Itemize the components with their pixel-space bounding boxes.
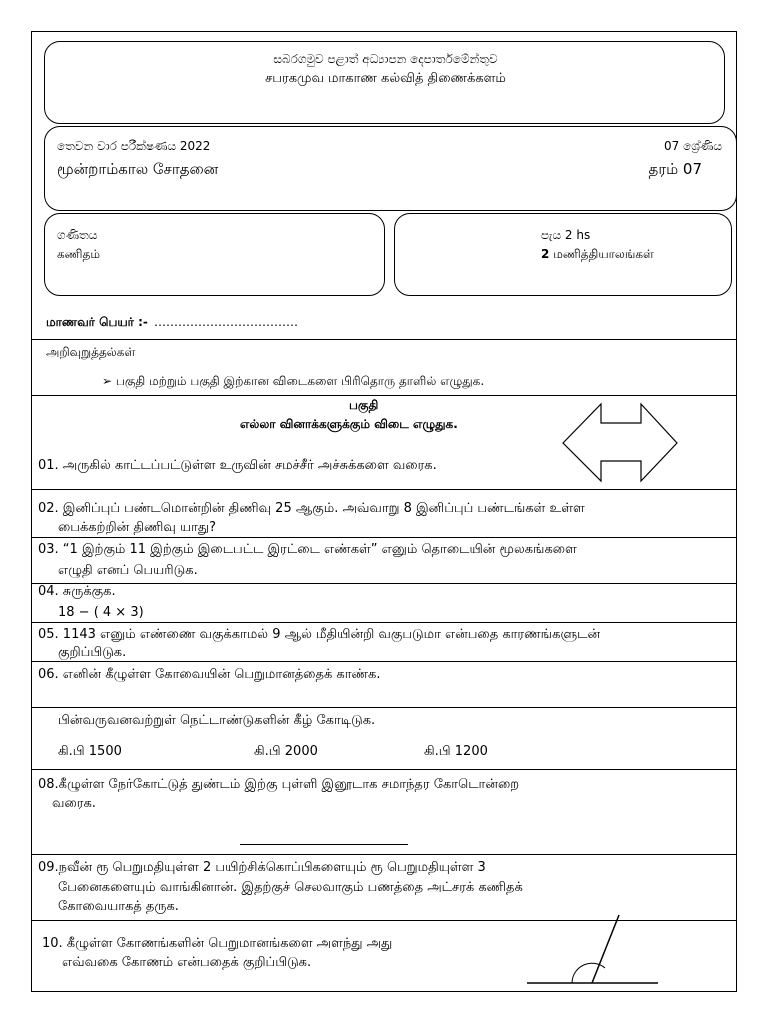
exam-title-sinhala: තෙවන වාර පරීක්ෂණය 2022 [57, 139, 211, 153]
question-08-line1: 08.கீழுள்ள நேர்கோட்டுத் துண்டம் இற்கு புள்ளி இனூடாக சமாந்தர கோடொன்றை [38, 777, 520, 792]
divider [32, 489, 736, 490]
exam-title-box [44, 126, 737, 211]
time-tamil [541, 247, 654, 263]
angle-figure [522, 910, 662, 988]
subject-box [44, 213, 385, 296]
divider [32, 537, 736, 538]
divider [32, 395, 736, 396]
question-10-line1: 10. கீழுள்ள கோணங்களின் பெறுமானங்களை அளந்து அது [42, 936, 393, 951]
exam-paper [31, 31, 737, 992]
year-option-1200: கி.பி 1200 [424, 744, 488, 759]
instruction-text: பகுதி மற்றும் பகுதி இற்கான விடைகளை பிரிதொரு தாளில் எழுதுக. [115, 374, 485, 388]
header-box [44, 41, 725, 124]
question-07-line1: பின்வருவனவற்றுள் நெட்டாண்டுகளின் கீழ் கோடிடுக. [58, 713, 376, 728]
time-hours: 2 [541, 247, 550, 261]
question-02-line2: பைக்கற்றின் திணிவு யாது? [58, 520, 217, 535]
student-name-dots: ……………………………… [154, 315, 298, 329]
divider [32, 769, 736, 770]
time-unit: மணித்தியாலங்கள் [553, 247, 654, 261]
question-02-line1: 02. இனிப்புப் பண்டமொன்றின் திணிவு 25 ஆகும். அவ்வாறு 8 இனிப்புப் பண்டங்கள் உள்ள [38, 501, 585, 516]
question-05-line1: 05. 1143 எனும் எண்ணை வகுக்காமல் 9 ஆல் மீதியின்றி வகுபடுமா என்பதை காரணங்களுடன் [38, 627, 601, 642]
time-sinhala: පැය 2 hs [541, 228, 591, 242]
grade-sinhala: 07 ශ්‍රේණිය [664, 139, 722, 153]
subject-tamil: கணிதம் [57, 247, 100, 261]
department-tamil: சபரகமுவ மாகாண கல்வித் திணைக்களம் [265, 71, 506, 86]
double-arrow-figure [561, 401, 681, 485]
question-01: 01. அருகில் காட்டப்பட்டுள்ள உருவின் சமச்சீர் அச்சுக்களை வரைக. [38, 458, 437, 473]
question-06: 06. எனின் கீழுள்ள கோவையின் பெறுமானத்தைக் காண்க. [38, 667, 381, 682]
grade-tamil: தரம் 07 [648, 160, 702, 178]
year-option-1500: கி.பி 1500 [58, 744, 122, 759]
department-sinhala: සබරගමුව පළාත් අධ්‍යාපන දෙපාර්තමේන්තුව [273, 52, 498, 66]
question-08-line2: வரைக. [52, 796, 96, 811]
question-09-line1: 09.நவீன் ரூ பெறுமதியுள்ள 2 பயிற்சிக்கொப்பிகளையும் ரூ பெறுமதியுள்ள 3 [38, 860, 486, 875]
subject-sinhala: ගණිතය [57, 228, 98, 242]
divider [32, 661, 736, 662]
year-option-2000: கி.பி 2000 [254, 744, 318, 759]
question-09-line3: கோவையாகத் தருக. [58, 899, 179, 914]
question-05-line2: குறிப்பிடுக. [58, 645, 127, 660]
bullet-arrow-icon: ➢ [102, 374, 113, 388]
divider [32, 583, 736, 584]
student-name-label: மாணவர் பெயர் :- [46, 315, 148, 329]
exam-title-tamil: மூன்றாம்கால சோதனை [57, 160, 219, 178]
question-10-line2: எவ்வகை கோணம் என்பதைக் குறிப்பிடுக. [62, 955, 312, 970]
divider [32, 707, 736, 708]
instruction-item [102, 374, 484, 390]
question-03-line1: 03. “1 இற்கும் 11 இற்கும் இடைபட்ட இரட்டை எண்கள்” எனும் தொடையின் மூலகங்களை [38, 542, 577, 557]
question-03-line2: எழுதி எனப் பெயரிடுக. [58, 563, 198, 578]
question-04-line1: 04. சுருக்குக. [38, 584, 116, 599]
divider [32, 622, 736, 623]
divider [32, 339, 736, 340]
line-segment-figure [240, 844, 408, 845]
time-box [394, 213, 732, 296]
instructions-title: அறிவுறுத்தல்கள் [46, 345, 136, 359]
question-09-line2: பேனைகளையும் வாங்கினான். இதற்குச் செலவாகும் பணத்தை அட்சரக் கணிதக் [58, 880, 523, 895]
section-title: பகுதி [349, 398, 379, 412]
divider [32, 854, 736, 855]
section-subtitle: எல்லா வினாக்களுக்கும் விடை எழுதுக. [240, 417, 458, 431]
question-04-expression: 18 − ( 4 × 3) [58, 605, 144, 620]
